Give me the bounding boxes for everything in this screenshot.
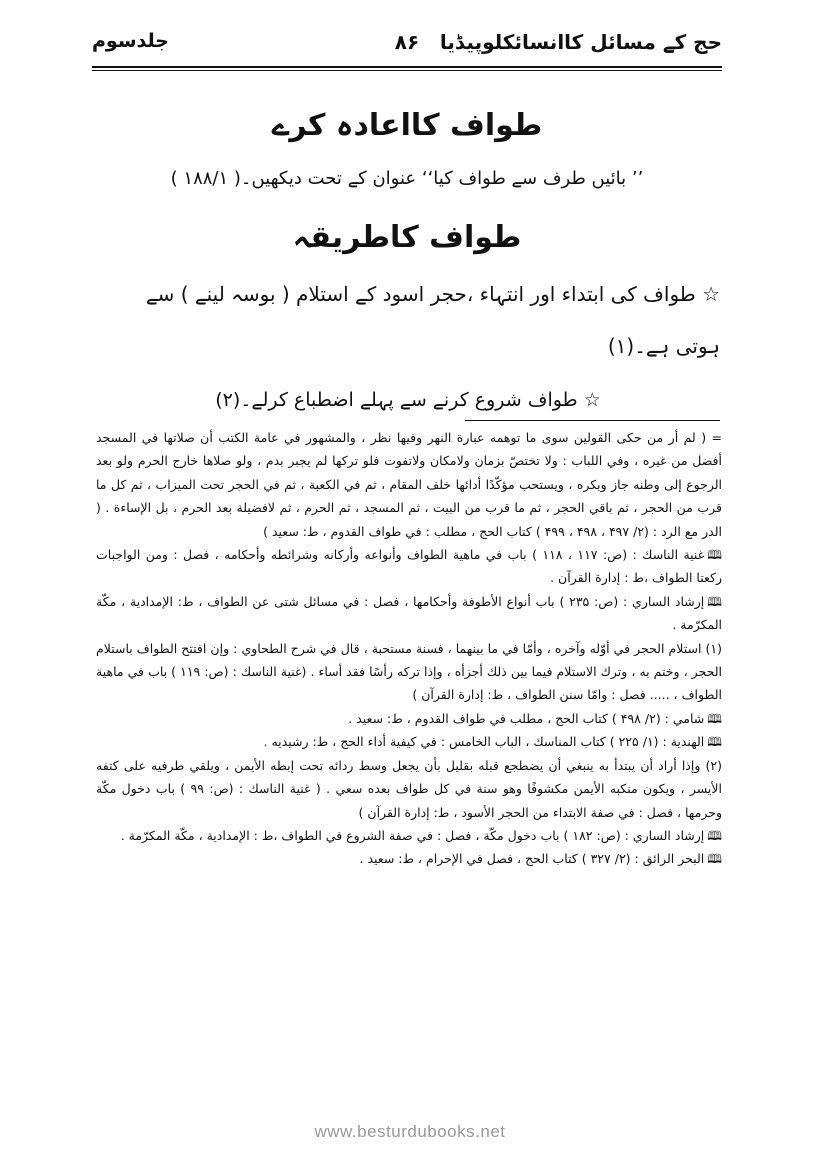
footnote-divider: [465, 420, 720, 421]
footnote: = ( لم أر من حكى القولين سوى ما توهمه عبارة النهر وفيها نظر ، والمشهور في عامة الكتب أن صلاتها في المسجد أفضل من غيره ، وفي اللباب : ولا تختصّ بزمان ولامكان ولاتفوت فلو تركها لم يجبر بدم ، ولو صلاها خارج الحرم ولو بعد الرجوع إلى وطنه جاز وبكره ، ويستحب مؤكّدًا أدائها خلف المقام ، ثم في الكعبة ، ثم في الحجر تحت الميزاب ، ثم كل ما قرب من الحجر ، ثم باقي الحجر ، ثم ما قرب من البيت ، ثم المسجد ، ثم الحرم ، ثم لافضيلة بعد الحرم ، بل الإساءة . ( الدر مع الرد : (۲/ ۴۹۷ ، ۴۹۸ ، ۴۹۹ ) كتاب الحج ، مطلب : في طواف القدوم ، ط: سعيد ): [96, 430, 722, 539]
body-paragraph: ☆ طواف شروع کرنے سے پہلے اضطباع کرلے۔(۲): [215, 389, 601, 411]
page-header: [92, 30, 722, 64]
volume-label: جلدسوم: [92, 30, 169, 52]
section-heading-tawaf-method: طواف کاطریقہ: [292, 220, 522, 255]
book-icon: 🕮: [707, 827, 722, 843]
footnote-text: إرشاد الساري : (ص: ۲۳۵ ) باب أنواع الأطوفة وأحكامها ، فصل : في مسائل شتى عن الطواف ، ط: الإمدادية ، مكّة المكرّمة .: [96, 593, 722, 633]
footnote: [96, 707, 722, 730]
footnote: [96, 824, 722, 847]
footnote-text: إرشاد الساري : (ص: ۱۸۲ ) باب دخول مكّة ، فصل : في صفة الشروع في الطواف ،ط : الإمدادية ، مكّة المكرّمة .: [120, 827, 705, 843]
footnotes: [96, 426, 722, 871]
page-number: ۸۶: [394, 30, 420, 54]
footnote: (۱) استلام الحجر في أوّله وآخره ، وأمّا في ما بينهما ، فسنة مستحبة ، قال في شرح الطحاوي : وإن افتتح الطواف باستلام الحجر ، وختم به ، وترك الاستلام فيما بين ذلك أجزأه ، وإذا تركه رأسًا فقد أساء . (غنية الناسك : (ص: ۱۱۹ ) باب في ماهية الطواف ، ..... فصل : وامّا سنن الطواف ، ط: إدارة القرآن ): [96, 640, 722, 703]
footnote: (۲) وإذا أراد أن يبتدأ به ينبغي أن يضطجع قبله بقليل بأن يجعل وسط ردائه تحت إبطه الأيمن ، ويلقي طرفيه على كتفه الأيسر ، ويكون منكبه الأيمن مكشوفًا وهو سنة في كل طواف بعده سعي . ( غنية الناسك : (ص: ۹۹ ) باب دخول مكّة وحرمها ، فصل : في صفة الابتداء من الحجر الأسود ، ط: إدارة القرآن ): [96, 757, 722, 820]
footnote: [96, 543, 722, 590]
footer-url[interactable]: www.besturdubooks.net: [314, 1122, 506, 1141]
body-paragraph: ☆ طواف کی ابتداء اور انتہاء ،حجر اسود کے استلام ( بوسہ لینے ) سے ہوتی ہے۔(۱): [145, 282, 720, 358]
book-icon: 🕮: [707, 593, 722, 609]
header-rule: [92, 66, 722, 68]
book-title: حج کے مسائل کاانسائکلوپیڈیا: [439, 30, 722, 54]
footnote: [96, 590, 722, 637]
book-icon: 🕮: [707, 710, 722, 726]
footnote-text: البحر الرائق : (۲/ ۳۲۷ ) كتاب الحج ، فصل في الإحرام ، ط: سعيد .: [359, 851, 705, 867]
cross-reference: ’’ بائیں طرف سے طواف کیا‘‘ عنوان کے تحت دیکھیں۔( ۱۸۸/۱ ): [170, 168, 644, 189]
footnote-text: الهندية : (۱/ ۲۲۵ ) كتاب المناسك ، الباب الخامس : في كيفية أداء الحج ، ط: رشيديه .: [263, 734, 705, 750]
book-icon: 🕮: [707, 547, 722, 563]
book-icon: 🕮: [707, 734, 722, 750]
footnote: [96, 730, 722, 753]
book-icon: 🕮: [707, 851, 722, 867]
header-rule-thin: [92, 70, 722, 71]
section-heading-repeat-tawaf: طواف کااعادہ کرے: [271, 108, 543, 143]
footnote: [96, 847, 722, 870]
footnote-text: شامي : (۲/ ۴۹۸ ) كتاب الحج ، مطلب في طواف القدوم ، ط: سعيد .: [348, 710, 705, 726]
footnote-text: غنية الناسك : (ص: ۱۱۷ ، ۱۱۸ ) باب في ماهية الطواف وأنواعه وأركانه وشرائطه وأحكامه ، فصل : ومن الواجبات ركعتا الطواف ،ط : إدارة القرآن .: [96, 547, 722, 586]
